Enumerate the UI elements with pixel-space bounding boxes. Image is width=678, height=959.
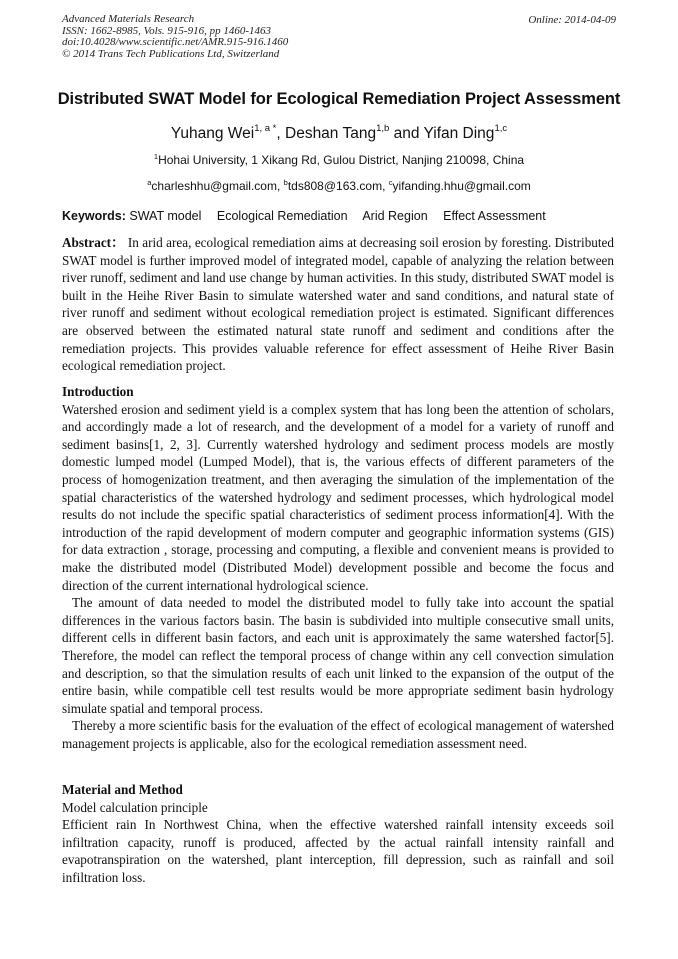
- abstract-text: In arid area, ecological remediation aims at decreasing soil erosion by foresting. Distributed SWAT model is further improved model of integrated model, capable of analyzing the relation between river runoff, sediment and land use change by human activities. In this study, distributed SWAT model is built in the Heihe River Basin to simulate watershed water and sand conditions, and natural state of river runoff and sediment without ecological remediation project is estimated. Significant differences are observed between the estimated natural state runoff and sediment and conditions after the remediation projects. This provides valuable reference for effect assessment of Heihe River Basin ecological remediation project.: [62, 235, 614, 374]
- email-superscript: b: [283, 178, 288, 187]
- affiliation: [0, 152, 678, 167]
- introduction-paragraph: Watershed erosion and sediment yield is a complex system that has long been the attention of scholars, and accordingly made a lot of research, and the development of a model for a variety of runoff and sediment basins[1, 2, 3]. Currently watershed hydrology and sediment process models are mostly domestic lumped model (Lumped Model), that is, the various effects of different parameters of the process of homogenization treatment, and then averaging the simulation of the implementation of the spatial characteristics of the watershed hydrology and sediment processes, which hydrological model results do not include the specific spatial characteristics of sediment process information[4]. With the introduction of the rapid development of modern computer and geographic information systems (GIS) for data extraction , storage, processing and computing, a flexible and convenient means is provided to make the distributed model (Distributed Model) development possible and become the focus and direction of the current international hydrological science.: [62, 401, 614, 593]
- introduction-paragraph: Thereby a more scientific basis for the evaluation of the effect of ecological management of watershed management projects is applicable, also for the ecological remediation assessment need.: [62, 718, 614, 751]
- introduction-section: [62, 383, 614, 752]
- author-name: Yuhang Wei: [170, 125, 255, 142]
- keyword-item: SWAT model: [129, 209, 202, 223]
- method-subheading: Model calculation principle: [62, 799, 208, 815]
- online-date: Online: 2014-04-09: [528, 14, 616, 26]
- keyword-item: Ecological Remediation: [216, 209, 348, 223]
- email-address[interactable]: charleshhu@gmail.com: [151, 179, 277, 193]
- keywords: [62, 209, 558, 223]
- issn-info: ISSN: 1662-8985, Vols. 915-916, pp 1460-1463: [62, 24, 271, 37]
- paper-title: Distributed SWAT Model for Ecological Remediation Project Assessment: [57, 90, 621, 108]
- abstract-section: [62, 234, 614, 375]
- publication-info: [62, 14, 288, 60]
- author-name: Yifan Ding: [423, 125, 495, 142]
- email-superscript: c: [388, 178, 393, 187]
- copyright-notice: © 2014 Trans Tech Publications Ltd, Switzerland: [62, 47, 280, 60]
- affiliation-text: Hohai University, 1 Xikang Rd, Gulou District, Nanjing 210098, China: [158, 153, 525, 167]
- method-section: [62, 781, 614, 887]
- method-heading: Material and Method: [62, 782, 183, 797]
- journal-name: Advanced Materials Research: [62, 13, 195, 25]
- introduction-heading: Introduction: [62, 384, 134, 399]
- keyword-item: Arid Region: [362, 209, 428, 223]
- introduction-paragraph: The amount of data needed to model the distributed model to fully take into account the spatial differences in the various factors basin. The basin is subdivided into multiple consecutive small units, different cells in different basin factors, and each unit is approximately the same watershed factor[5]. Therefore, the model can reflect the temporal process of change within any cell convection simulation and description, so that the simulation results of each unit linked to the expansion of the output of the entire basin, while compatible cell test results would be more appropriate sediment basin hydrology simulate spatial and temporal process.: [62, 595, 614, 716]
- email-list: [0, 178, 678, 193]
- email-address[interactable]: tds808@163.com: [287, 179, 383, 193]
- email-separator: ,: [382, 179, 389, 193]
- email-address[interactable]: yifanding.hhu@gmail.com: [392, 179, 531, 193]
- author-superscript: 1, a *: [254, 123, 277, 134]
- author-superscript: 1,c: [494, 123, 508, 134]
- keyword-item: Effect Assessment: [443, 209, 546, 223]
- email-superscript: a: [147, 178, 152, 187]
- author-separator: ,: [276, 125, 285, 142]
- keywords-label: Keywords:: [62, 209, 126, 223]
- author-name: Deshan Tang: [285, 125, 377, 142]
- author-separator: and: [389, 125, 424, 142]
- email-separator: ,: [276, 179, 284, 193]
- abstract-label: Abstract：: [62, 235, 125, 250]
- author-list: [0, 123, 678, 143]
- author-superscript: 1,b: [376, 123, 390, 134]
- affiliation-superscript: 1: [153, 152, 159, 161]
- method-paragraph: Efficient rain In Northwest China, when the effective watershed rainfall intensity exceeds soil infiltration capacity, runoff is produced, affected by the actual rainfall intensity rainfall and evapotranspiration on the watershed, plant interception, fill depression, such as rainfall and soil infiltration loss.: [62, 817, 614, 885]
- doi-link[interactable]: doi:10.4028/www.scientific.net/AMR.915-916.1460: [62, 36, 289, 48]
